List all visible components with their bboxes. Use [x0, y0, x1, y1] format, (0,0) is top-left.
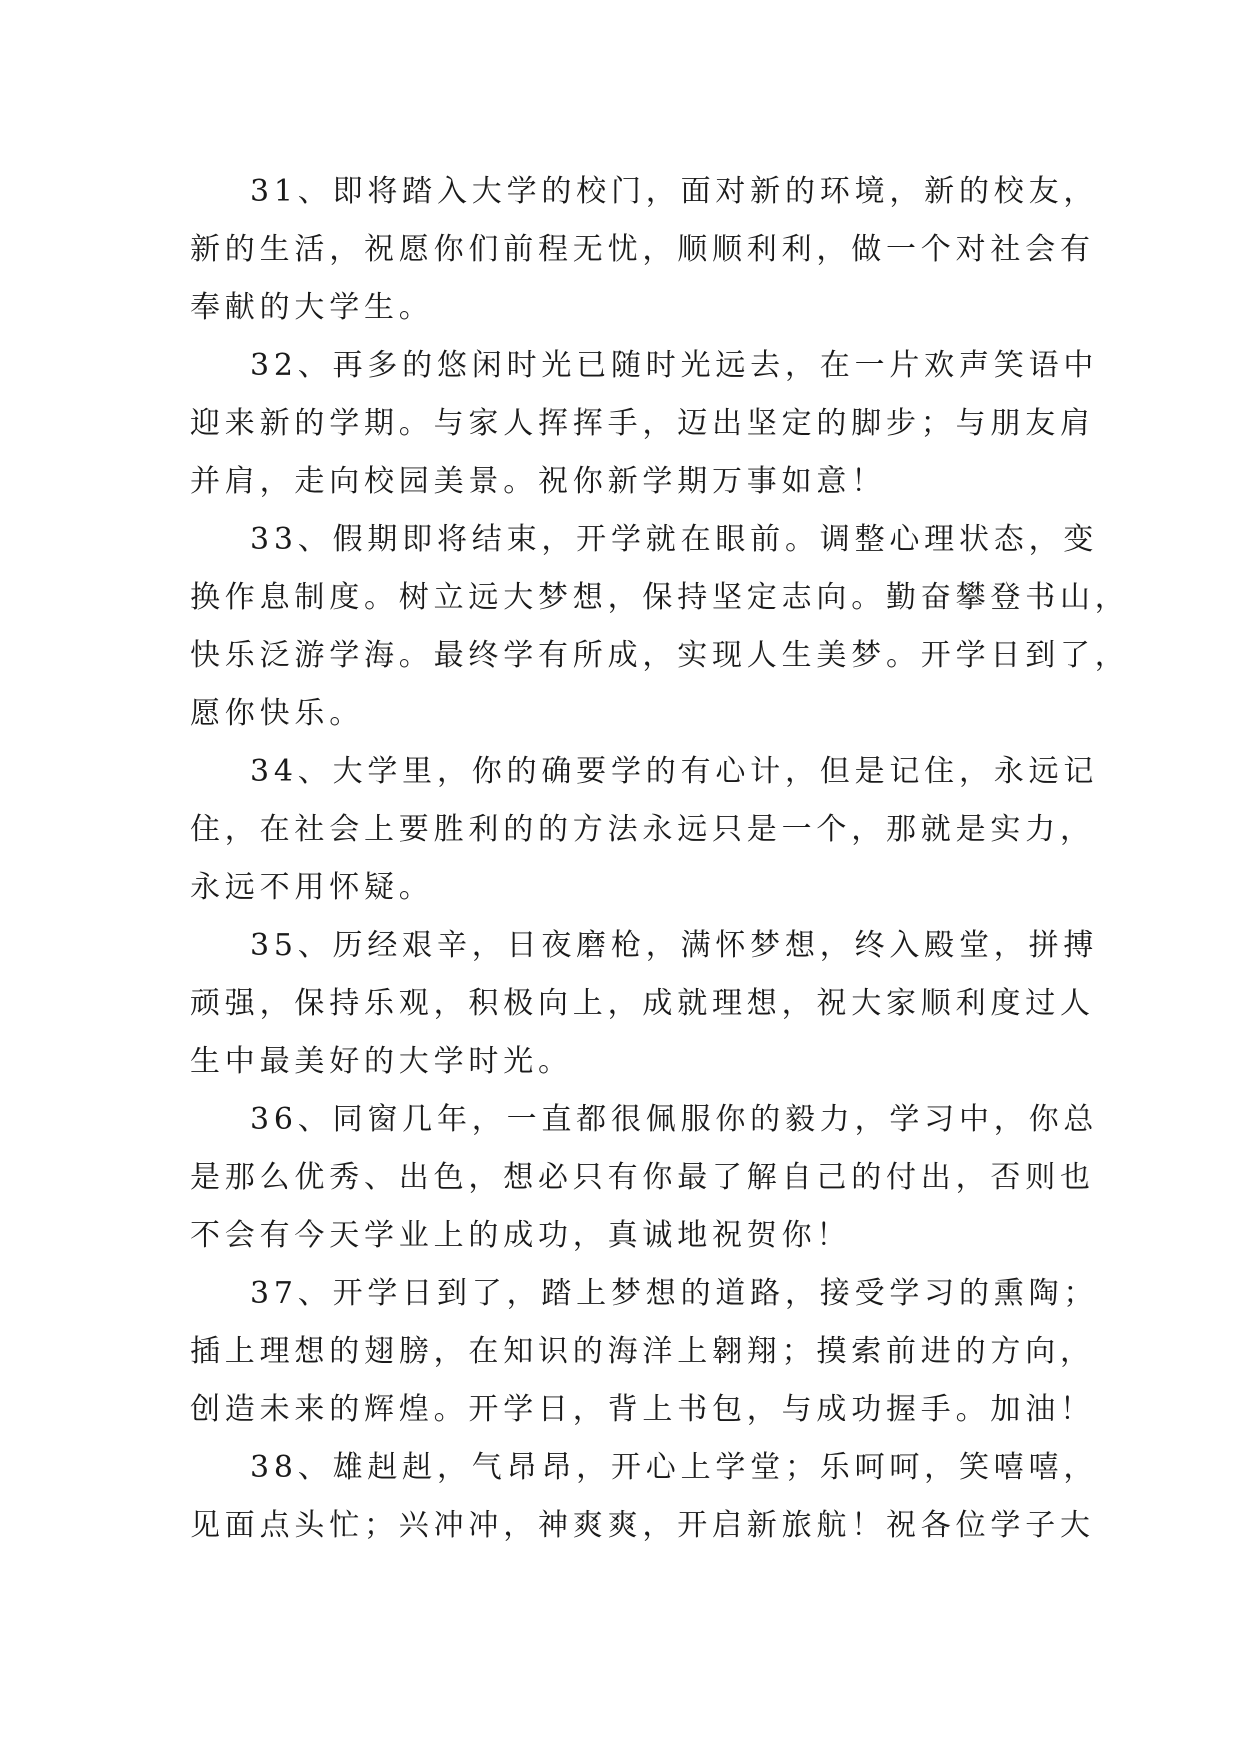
paragraph-36: [190, 1091, 1099, 1265]
paragraph-line: 见面点头忙；兴冲冲，神爽爽，开启新旅航！祝各位学子大: [190, 1508, 1095, 1543]
paragraph-line: 奉献的大学生。: [190, 290, 434, 325]
paragraph-35: [190, 917, 1099, 1091]
paragraph-line: 新的生活，祝愿你们前程无忧，顺顺利利，做一个对社会有: [190, 232, 1095, 267]
paragraph-33: [190, 511, 1130, 743]
paragraph-line: 永远不用怀疑。: [190, 870, 434, 905]
paragraph-line: 36、同窗几年，一直都很佩服你的毅力，学习中，你总: [250, 1102, 1099, 1137]
paragraph-line: 快乐泛游学海。最终学有所成，实现人生美梦。开学日到了，: [190, 638, 1130, 673]
paragraph-line: 35、历经艰辛，日夜磨枪，满怀梦想，终入殿堂，拼搏: [250, 928, 1099, 963]
paragraph-38: [190, 1439, 1099, 1555]
paragraph-line: 创造未来的辉煌。开学日，背上书包，与成功握手。加油！: [190, 1392, 1095, 1427]
paragraph-line: 愿你快乐。: [190, 696, 364, 731]
paragraph-line: 生中最美好的大学时光。: [190, 1044, 573, 1079]
paragraph-line: 并肩，走向校园美景。祝你新学期万事如意！: [190, 464, 886, 499]
paragraph-line: 31、即将踏入大学的校门，面对新的环境，新的校友，: [250, 174, 1099, 209]
paragraph-line: 32、再多的悠闲时光已随时光远去，在一片欢声笑语中: [250, 348, 1099, 383]
paragraph-line: 插上理想的翅膀，在知识的海洋上翱翔；摸索前进的方向，: [190, 1334, 1095, 1369]
paragraph-line: 不会有今天学业上的成功，真诚地祝贺你！: [190, 1218, 852, 1253]
paragraph-34: [190, 743, 1099, 917]
paragraph-line: 34、大学里，你的确要学的有心计，但是记住，永远记: [250, 754, 1099, 789]
paragraph-line: 换作息制度。树立远大梦想，保持坚定志向。勤奋攀登书山，: [190, 580, 1130, 615]
paragraph-line: 住，在社会上要胜利的的方法永远只是一个，那就是实力，: [190, 812, 1095, 847]
paragraph-32: [190, 337, 1099, 511]
paragraph-line: 33、假期即将结束，开学就在眼前。调整心理状态，变: [250, 522, 1099, 557]
paragraph-line: 顽强，保持乐观，积极向上，成就理想，祝大家顺利度过人: [190, 986, 1095, 1021]
paragraph-37: [190, 1265, 1099, 1439]
document-body: [190, 163, 1130, 1555]
paragraph-31: [190, 163, 1099, 337]
paragraph-line: 37、开学日到了，踏上梦想的道路，接受学习的熏陶；: [250, 1276, 1099, 1311]
paragraph-line: 是那么优秀、出色，想必只有你最了解自己的付出，否则也: [190, 1160, 1095, 1195]
paragraph-line: 38、雄赳赳，气昂昂，开心上学堂；乐呵呵，笑嘻嘻，: [250, 1450, 1099, 1485]
paragraph-line: 迎来新的学期。与家人挥挥手，迈出坚定的脚步；与朋友肩: [190, 406, 1095, 441]
